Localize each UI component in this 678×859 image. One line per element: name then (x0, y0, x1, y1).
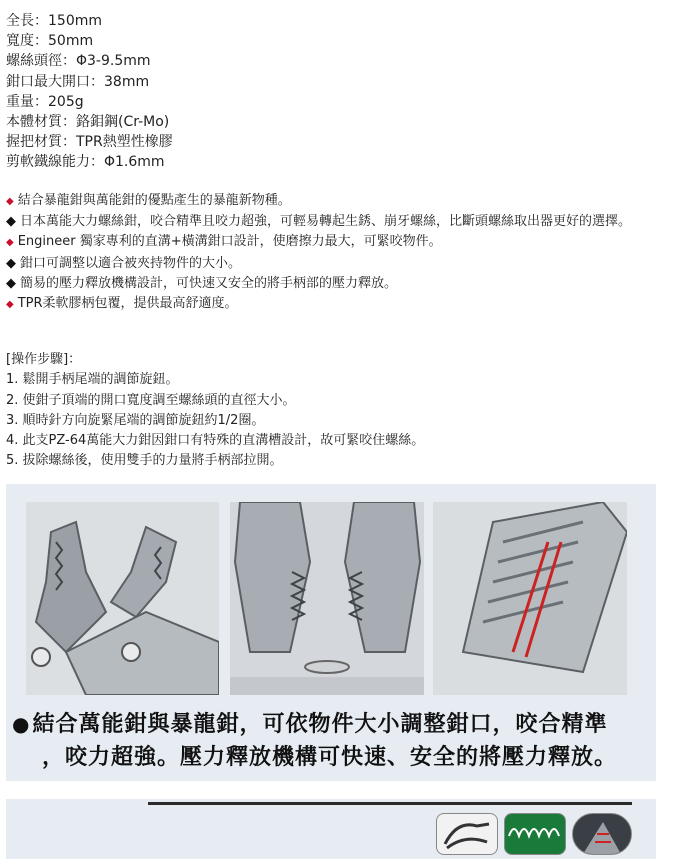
spec-list (6, 11, 173, 173)
diamond-bullet-icon: ◆ (6, 275, 16, 291)
diamond-bullet-icon: ◆ (6, 299, 14, 311)
step-item: 4. 此支PZ-64萬能大力鉗因鉗口有特殊的直溝槽設計，故可緊咬住螺絲。 (6, 433, 425, 449)
spec-max-opening: 鉗口最大開口：38mm (6, 73, 150, 90)
caption-line: ，咬力超強。壓力釋放機構可快速、安全的將壓力釋放。 (42, 745, 618, 770)
spec-screw-head: 螺絲頭徑：Φ3-9.5mm (6, 53, 151, 70)
step-item: 2. 使鉗子頂端的開口寬度調至螺絲頭的直徑大小。 (6, 392, 296, 408)
icon-strip-panel (6, 799, 656, 859)
diamond-bullet-icon: ◆ (6, 237, 14, 249)
pliers-grip-photo (230, 502, 424, 695)
spec-weight: 重量：205g (6, 93, 84, 110)
steps-heading: [操作步驟]： (6, 352, 82, 367)
spec-grip-material: 握把材質：TPR熱塑性橡膠 (6, 134, 173, 151)
spring-coil-icon (504, 813, 566, 855)
diamond-bullet-icon: ◆ (6, 255, 16, 271)
step-item: 1. 鬆開手柄尾端的調節旋鈕。 (6, 372, 179, 388)
step-item: 3. 順時針方向旋緊尾端的調節旋鈕約1/2圈。 (6, 412, 265, 428)
step-item: 5. 拔除螺絲後，使用雙手的力量將手柄部拉開。 (6, 453, 283, 469)
jaw-groove-closeup-photo (433, 502, 627, 695)
feature-item: ◆ 結合暴龍鉗與萬能鉗的優點產生的暴龍新物種。 (6, 193, 291, 208)
jaw-closeup-icon (572, 813, 632, 855)
feature-item: ◆ TPR柔軟膠柄包覆，提供最高舒適度。 (6, 296, 238, 312)
feature-item: ◆ Engineer 獨家專利的直溝+橫溝鉗口設計，使磨擦力最大，可緊咬物件。 (6, 234, 442, 250)
feature-list (6, 191, 674, 315)
feature-item: ◆ 鉗口可調整以適合被夾持物件的大小。 (6, 255, 242, 271)
product-photo-panel (6, 484, 656, 781)
feature-item: ◆ 日本萬能大力螺絲鉗，咬合精準且咬力超強，可輕易轉起生銹、崩牙螺絲，比斷頭螺絲取出器更好的選擇。 (6, 214, 632, 230)
caption-line: ●結合萬能鉗與暴龍鉗，可依物件大小調整鉗口，咬合精準 (12, 712, 608, 737)
operation-steps (6, 350, 424, 472)
pliers-jaw-photo (26, 502, 219, 695)
feature-caption (12, 708, 652, 774)
divider-rule (148, 802, 632, 805)
bullet-dot-icon: ● (12, 712, 31, 736)
spec-length: 全長：150mm (6, 13, 102, 29)
diamond-bullet-icon: ◆ (6, 196, 14, 207)
spec-body-material: 本體材質：鉻鉬鋼(Cr-Mo) (6, 114, 170, 131)
spec-width: 寬度：50mm (6, 33, 94, 50)
spec-cutting: 剪軟鐵線能力：Φ1.6mm (6, 154, 165, 171)
pliers-jaw-icon (436, 813, 498, 855)
diamond-bullet-icon: ◆ (6, 214, 16, 230)
feature-item: ◆ 簡易的壓力釋放機構設計，可快速又安全的將手柄部的壓力釋放。 (6, 275, 398, 291)
